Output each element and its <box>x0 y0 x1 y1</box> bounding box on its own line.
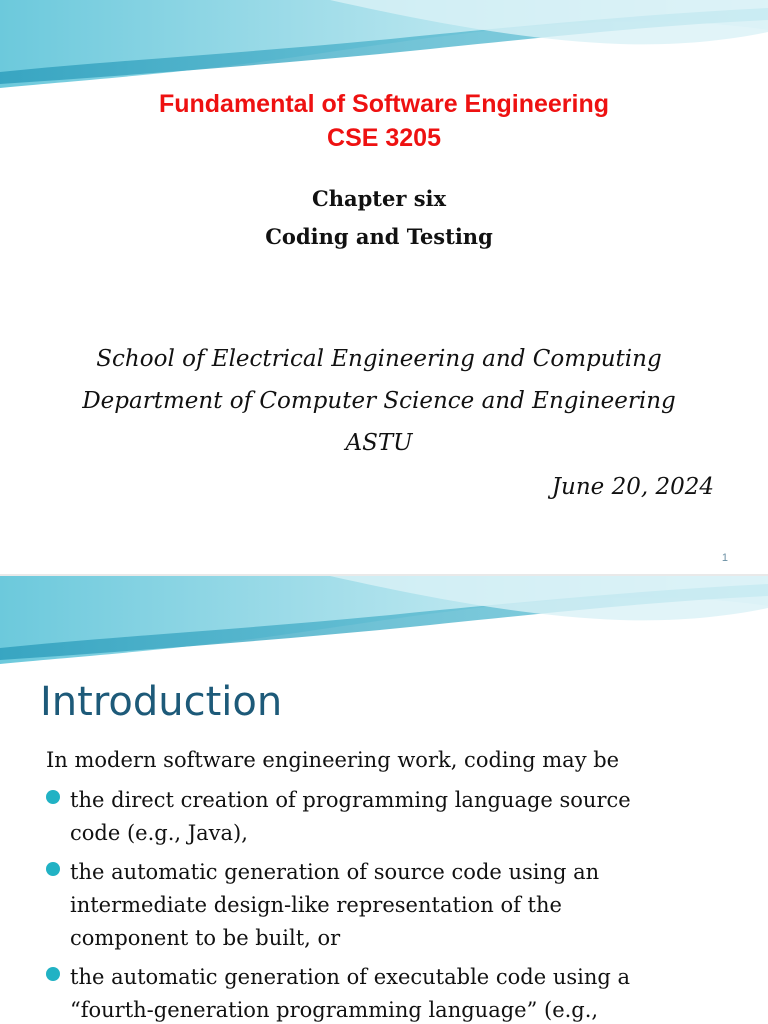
bullet-item-1 <box>70 784 750 850</box>
bullet-line: intermediate design-like representation of the <box>70 893 562 917</box>
wave-decoration <box>0 576 768 666</box>
course-code: CSE 3205 <box>327 124 441 152</box>
bullet-item-2 <box>70 856 750 955</box>
bullet-item-3 <box>70 961 750 1024</box>
presentation-date: June 20, 2024 <box>551 474 714 500</box>
bullet-line: the automatic generation of source code using an <box>70 860 600 884</box>
bullet-line: the direct creation of programming language source <box>70 788 631 812</box>
bullet-line: component to be built, or <box>70 926 341 950</box>
page-number: 1 <box>721 552 728 564</box>
introduction-slide <box>0 576 768 1024</box>
bullet-dot-icon <box>46 967 60 981</box>
wave-decoration <box>0 0 768 90</box>
bullet-dot-icon <box>46 790 60 804</box>
intro-text: In modern software engineering work, coding may be <box>46 748 620 772</box>
bullet-line: code (e.g., Java), <box>70 821 248 845</box>
school-name: School of Electrical Engineering and Computing <box>96 346 662 372</box>
chapter-label: Chapter six <box>311 186 447 211</box>
course-title: Fundamental of Software Engineering <box>158 90 610 118</box>
bullet-line: “fourth-generation programming language” (e.g., <box>70 998 599 1022</box>
chapter-title: Coding and Testing <box>265 224 493 249</box>
slide-heading: Introduction <box>40 679 283 725</box>
university-name: ASTU <box>345 430 413 456</box>
bullet-dot-icon <box>46 862 60 876</box>
department-name: Department of Computer Science and Engineering <box>82 388 676 414</box>
bullet-line: the automatic generation of executable code using a <box>70 965 631 989</box>
